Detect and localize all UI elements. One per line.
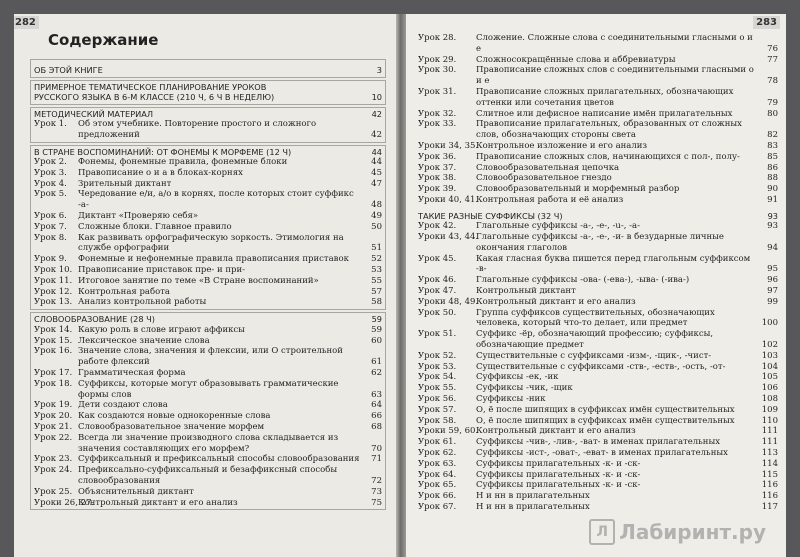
lesson-number: Урок 52. xyxy=(418,350,457,361)
lesson-number: Урок 2. xyxy=(34,157,67,168)
toc-entry xyxy=(34,336,382,347)
lesson-title: Контрольный диктант и его анализ xyxy=(476,426,636,437)
lesson-title: Суффиксы -чик, -щик xyxy=(476,383,573,394)
page-ref: 48 xyxy=(371,200,382,211)
lesson-number: Урок 63. xyxy=(418,458,457,469)
toc-entry xyxy=(418,459,778,470)
toc-entry xyxy=(34,411,382,422)
lesson-number: Урок 3. xyxy=(34,167,67,178)
toc-entry xyxy=(418,394,778,405)
page-ref: 59 xyxy=(371,314,382,325)
lesson-title: Контрольный диктант и его анализ xyxy=(476,296,636,307)
lesson-number: Урок 25. xyxy=(34,486,73,497)
lesson-number: Урок 57. xyxy=(418,404,457,415)
toc-entry xyxy=(418,437,778,448)
page-ref: 115 xyxy=(761,469,778,480)
lesson-title: Суффиксы, которые могут образовывать грамматические формы слов xyxy=(78,378,339,400)
page-ref: 59 xyxy=(371,324,382,335)
page-ref: 53 xyxy=(371,265,382,276)
lesson-title: Объяснительный диктант xyxy=(78,486,194,497)
lesson-number: Урок 51. xyxy=(418,329,457,340)
lesson-title: Префиксально-суффиксальный и безаффиксный способы словообразования xyxy=(78,465,338,486)
toc-entry xyxy=(418,362,778,373)
lesson-title: Суффиксальный и префиксальный способы словообразования xyxy=(78,454,360,465)
lesson-number: Урок 62. xyxy=(418,447,457,458)
page-ref: 108 xyxy=(761,394,778,404)
toc-entry xyxy=(418,184,778,195)
lesson-number: Урок 58. xyxy=(418,415,457,426)
lesson-title: Контрольный диктант xyxy=(476,286,576,297)
page-ref: 68 xyxy=(371,421,382,432)
lesson-title: Суффиксы прилагательных -к- и -ск- xyxy=(476,469,641,480)
page-ref: 109 xyxy=(761,404,778,415)
lesson-number: Урок 12. xyxy=(34,286,73,297)
page-ref: 44 xyxy=(371,157,382,168)
lesson-number: Урок 47. xyxy=(418,286,457,297)
lesson-number: Урок 32. xyxy=(418,108,457,119)
lesson-number: Урок 8. xyxy=(34,232,67,243)
toc-entry xyxy=(418,109,778,120)
lesson-title: Глагольные суффиксы -ова- (-ева-), -ыва- (-ива-) xyxy=(476,275,690,286)
lesson-title: Словообразовательное значение морфем xyxy=(78,421,265,432)
right-page xyxy=(406,14,786,557)
lesson-title: Суффиксы прилагательных -к- и -ск- xyxy=(476,458,641,469)
page-ref: 70 xyxy=(371,443,382,454)
method-frame xyxy=(30,107,386,143)
page-ref: 66 xyxy=(371,411,382,422)
page-ref: 73 xyxy=(371,486,382,497)
toc-entry xyxy=(34,119,382,141)
toc-section-memory xyxy=(34,147,382,158)
toc-entry xyxy=(34,276,382,287)
lesson-title: Диктант «Проверяю себя» xyxy=(78,211,199,222)
lesson-number: Урок 13. xyxy=(34,297,73,308)
book-spine xyxy=(396,14,406,557)
page-ref: 114 xyxy=(761,458,778,469)
lesson-title: Суффиксы прилагательных -к- и -ск- xyxy=(476,480,641,491)
lesson-number: Урок 65. xyxy=(418,480,457,491)
section1-frame xyxy=(30,145,386,311)
toc-entry xyxy=(418,195,778,206)
page-ref: 103 xyxy=(761,350,778,361)
lesson-number: Уроки 34, 35. xyxy=(418,140,479,151)
page-ref: 91 xyxy=(767,194,778,205)
toc-entry xyxy=(418,163,778,174)
page-ref: 45 xyxy=(371,167,382,178)
lesson-number: Урок 11. xyxy=(34,275,73,286)
lesson-number: Урок 46. xyxy=(418,275,457,286)
toc-entry xyxy=(418,480,778,491)
toc-entry xyxy=(418,275,778,286)
toc-entry xyxy=(418,351,778,362)
lesson-title: Н и нн в прилагательных xyxy=(476,501,590,512)
intro-frame xyxy=(30,59,386,78)
lesson-number: Урок 37. xyxy=(418,162,457,173)
toc-entry xyxy=(418,416,778,427)
lesson-number: Урок 4. xyxy=(34,178,67,189)
page-ref: 88 xyxy=(767,173,778,184)
lesson-number: Урок 5. xyxy=(34,189,67,200)
lesson-title: Итоговое занятие по теме «В Стране воспоминаний» xyxy=(78,275,319,286)
lesson-title: Н и нн в прилагательных xyxy=(476,491,590,502)
page-ref: 113 xyxy=(761,447,778,458)
watermark xyxy=(589,519,766,545)
section-title: СЛОВООБРАЗОВАНИЕ (28 Ч) xyxy=(34,314,155,325)
page-ref: 94 xyxy=(767,242,778,253)
lesson-number: Урок 38. xyxy=(418,173,457,184)
page-ref: 110 xyxy=(761,415,778,426)
toc-entry xyxy=(34,487,382,498)
lesson-title: Сложение. Сложные слова с соединительными гласными о и е xyxy=(476,33,753,54)
toc-entry xyxy=(418,119,778,141)
page-ref: 93 xyxy=(767,221,778,232)
toc-entry xyxy=(418,448,778,459)
page-ref: 80 xyxy=(767,108,778,119)
lesson-number: Урок 23. xyxy=(34,454,73,465)
lesson-number: Урок 21. xyxy=(34,421,73,432)
lesson-number: Урок 56. xyxy=(418,394,457,404)
page-title: Содержание xyxy=(48,31,159,49)
lesson-title: Правописание сложных слов с соединительными гласными о и е xyxy=(476,65,754,87)
toc-entry xyxy=(418,141,778,152)
toc-entry xyxy=(34,189,382,211)
lesson-title: Правописание прилагательных, образованных от сложных слов, обозначающих стороны света xyxy=(476,119,742,141)
page-ref: 100 xyxy=(761,318,778,329)
toc-entry xyxy=(34,287,382,298)
lesson-number: Урок 1. xyxy=(34,119,67,129)
toc-entry xyxy=(418,470,778,481)
toc-entry xyxy=(418,152,778,163)
toc-entry xyxy=(34,233,382,255)
page-ref: 117 xyxy=(761,501,778,512)
toc-entry xyxy=(418,173,778,184)
page-ref: 78 xyxy=(767,76,778,87)
lesson-title: Как развивать орфографическую зоркость. Этимология на службе орфографии xyxy=(78,232,344,254)
toc-section-suffixes xyxy=(418,211,778,222)
page-ref: 90 xyxy=(767,184,778,195)
lesson-number: Уроки 26, 27. xyxy=(34,497,95,508)
watermark-text: Лабиринт.ру xyxy=(619,520,766,544)
toc-entry xyxy=(418,329,778,351)
toc-section-planning xyxy=(34,82,382,103)
page-ref: 50 xyxy=(371,221,382,232)
lesson-number: Урок 33. xyxy=(418,119,457,130)
lesson-title: Группа суффиксов существительных, обозначающих человека, который что-то делает, или предмет xyxy=(476,307,715,329)
page-ref: 111 xyxy=(761,437,778,448)
toc-entry xyxy=(34,422,382,433)
lesson-title: Суффиксы -ист-, -оват-, -еват- в именах прилагательных xyxy=(476,447,728,458)
lesson-number: Урок 30. xyxy=(418,65,457,76)
lesson-title: Слитное или дефисное написание имён прилагательных xyxy=(476,108,733,119)
lesson-title: Всегда ли значение производного слова складывается из значения составляющих его морфем? xyxy=(78,432,339,454)
page-ref: 71 xyxy=(371,454,382,465)
lesson-title: Глагольные суффиксы -a-, -e-, -и- в безударные личные окончания глаголов xyxy=(476,232,724,253)
lesson-title: Об этом учебнике. Повторение простого и сложного предложений xyxy=(78,119,317,140)
toc-list xyxy=(34,325,382,509)
toc-entry xyxy=(34,400,382,411)
lesson-number: Урок 14. xyxy=(34,324,73,335)
lesson-title: Глагольные суффиксы -a-, -e-, -u-, -a- xyxy=(476,221,640,232)
page-ref: 104 xyxy=(761,361,778,372)
lesson-number: Урок 16. xyxy=(34,346,73,357)
toc-entry xyxy=(418,87,778,109)
toc-entry xyxy=(418,33,778,55)
toc-entry xyxy=(34,325,382,336)
page-ref: 95 xyxy=(767,264,778,275)
toc-list xyxy=(34,157,382,308)
page-ref: 10 xyxy=(371,92,382,102)
lesson-title: Суффиксы -ек, -ик xyxy=(476,372,559,383)
page-ref: 57 xyxy=(371,286,382,297)
lesson-number: Урок 9. xyxy=(34,254,67,265)
lesson-title: Сложные блоки. Главное правило xyxy=(78,221,232,232)
section-title: ТАКИЕ РАЗНЫЕ СУФФИКСЫ (32 Ч) xyxy=(418,210,563,221)
lesson-number: Урок 64. xyxy=(418,469,457,480)
page-ref: 105 xyxy=(761,372,778,383)
lesson-number: Урок 36. xyxy=(418,151,457,162)
lesson-title: Контрольное изложение и его анализ xyxy=(476,140,648,151)
lesson-title: Фонемы, фонемные правила, фонемные блоки xyxy=(78,157,288,168)
toc-entry xyxy=(34,157,382,168)
page-ref: 72 xyxy=(371,475,382,486)
lesson-title: Словообразовательный и морфемный разбор xyxy=(476,184,680,195)
page-ref: 61 xyxy=(371,357,382,368)
lesson-number: Урок 45. xyxy=(418,253,457,264)
lesson-title: Суффикс -ёр, обозначающий профессию; суффиксы, обозначающие предмет xyxy=(476,329,714,351)
lesson-number: Урок 15. xyxy=(34,335,73,346)
lesson-title: Суффиксы -чив-, -лив-, -ват- в именах прилагательных xyxy=(476,437,721,448)
lesson-number: Уроки 59, 60. xyxy=(418,426,479,437)
toc-list xyxy=(418,221,778,513)
toc-entry xyxy=(34,379,382,401)
toc-entry xyxy=(418,372,778,383)
section-title-cont: РУССКОГО ЯЗЫКА В 6-М КЛАССЕ (210 Ч, 6 Ч В НЕДЕЛЮ) xyxy=(34,92,275,102)
lesson-title: О, ё после шипящих в суффиксах имён существительных xyxy=(476,404,735,415)
page-ref: 76 xyxy=(767,43,778,54)
lesson-title: Грамматическая форма xyxy=(78,367,186,378)
lesson-title: Какая гласная буква пишется перед глагольным суффиксом -в- xyxy=(476,253,751,275)
lesson-number: Урок 42. xyxy=(418,221,457,232)
lesson-number: Урок 22. xyxy=(34,432,73,443)
lesson-title: Правописание приставок пре- и при- xyxy=(78,265,245,276)
toc-entry xyxy=(34,168,382,179)
page-ref: 62 xyxy=(371,367,382,378)
lesson-title: Дети создают слова xyxy=(78,400,168,411)
labirint-logo-icon: Л xyxy=(589,519,615,545)
page-ref: 60 xyxy=(371,335,382,346)
page-ref: 82 xyxy=(767,130,778,141)
section-title: ОБ ЭТОЙ КНИГЕ xyxy=(34,65,103,75)
toc-entry xyxy=(418,383,778,394)
page-number-left: 282 xyxy=(14,16,39,29)
page-ref: 51 xyxy=(371,243,382,254)
toc-entry xyxy=(34,254,382,265)
lesson-title: Анализ контрольной работы xyxy=(78,297,207,308)
page-ref: 47 xyxy=(371,178,382,189)
lesson-number: Урок 29. xyxy=(418,54,457,65)
page-ref: 85 xyxy=(767,151,778,162)
lesson-number: Урок 10. xyxy=(34,265,73,276)
lesson-title: Как создаются новые однокоренные слова xyxy=(78,411,271,422)
lesson-title: Какую роль в слове играют аффиксы xyxy=(78,324,245,335)
toc-section-wordformation xyxy=(34,314,382,325)
toc-entry xyxy=(34,346,382,368)
toc-entry xyxy=(34,265,382,276)
lesson-number: Урок 31. xyxy=(418,86,457,97)
page-ref: 77 xyxy=(767,54,778,65)
page-ref: 86 xyxy=(767,162,778,173)
lesson-number: Урок 66. xyxy=(418,491,457,502)
page-ref: 116 xyxy=(761,480,778,491)
page-ref: 116 xyxy=(761,491,778,502)
lesson-number: Урок 39. xyxy=(418,184,457,195)
toc-entry xyxy=(418,65,778,87)
lesson-title: Чередование е/и, а/о в корнях, после которых стоит суффикс -а- xyxy=(78,189,354,211)
lesson-title: Правописание сложных прилагательных, обозначающих оттенки или сочетания цветов xyxy=(476,86,734,108)
lesson-number: Урок 55. xyxy=(418,383,457,394)
toc-entry xyxy=(34,465,382,487)
toc-entry xyxy=(418,286,778,297)
lesson-title: О, ё после шипящих в суффиксах имён существительных xyxy=(476,415,735,426)
lesson-number: Урок 28. xyxy=(418,33,457,43)
page-ref: 83 xyxy=(767,140,778,151)
page-ref: 93 xyxy=(767,210,778,221)
page-ref: 97 xyxy=(767,286,778,297)
page-number-right: 283 xyxy=(753,16,780,29)
lesson-number: Урок 20. xyxy=(34,411,73,422)
section2-frame xyxy=(30,312,386,510)
page-ref: 106 xyxy=(761,383,778,394)
toc-entry xyxy=(34,179,382,190)
page-ref: 42 xyxy=(371,129,382,140)
toc-list xyxy=(418,33,778,206)
toc-entry xyxy=(418,405,778,416)
toc-entry xyxy=(34,454,382,465)
lesson-number: Уроки 40, 41. xyxy=(418,194,479,205)
lesson-title: Фонемные и нефонемные правила правописания приставок xyxy=(78,254,349,265)
toc-entry xyxy=(34,433,382,455)
lesson-number: Урок 18. xyxy=(34,378,73,389)
page-ref: 102 xyxy=(761,340,778,351)
lesson-number: Уроки 43, 44. xyxy=(418,232,479,243)
page-ref: 55 xyxy=(371,275,382,286)
toc-entry xyxy=(418,502,778,513)
toc-entry xyxy=(34,297,382,308)
page-ref: 3 xyxy=(376,65,382,75)
lesson-number: Уроки 48, 49. xyxy=(418,296,479,307)
page-ref: 52 xyxy=(371,254,382,265)
planning-frame xyxy=(30,80,386,105)
lesson-number: Урок 67. xyxy=(418,501,457,512)
page-ref: 44 xyxy=(371,146,382,157)
section-title: ПРИМЕРНОЕ ТЕМАТИЧЕСКОЕ ПЛАНИРОВАНИЕ УРОКОВ xyxy=(34,81,267,92)
lesson-number: Урок 6. xyxy=(34,211,67,222)
lesson-title: Сложносокращённые слова и аббревиатуры xyxy=(476,54,676,65)
toc-entry xyxy=(418,232,778,254)
lesson-title: Правописание сложных слов, начинающихся с пол-, полу- xyxy=(476,151,740,162)
lesson-title: Правописание о и а в блоках-корнях xyxy=(78,167,243,178)
lesson-title: Контрольная работа xyxy=(78,286,170,297)
lesson-title: Существительные с суффиксами -изм-, -щик-, -чист- xyxy=(476,350,712,361)
toc-entry xyxy=(418,55,778,66)
lesson-title: Существительные с суффиксами -ств-, -еств-, -ость, -от- xyxy=(476,361,726,372)
left-page xyxy=(14,14,396,557)
lesson-number: Урок 53. xyxy=(418,361,457,372)
lesson-title: Словообразовательное гнездо xyxy=(476,173,612,184)
toc-entry xyxy=(418,426,778,437)
toc-entry xyxy=(418,308,778,330)
lesson-number: Урок 61. xyxy=(418,437,457,448)
lesson-title: Зрительный диктант xyxy=(78,178,172,189)
lesson-number: Урок 50. xyxy=(418,307,457,318)
page-ref: 79 xyxy=(767,97,778,108)
toc-section-about xyxy=(34,65,382,76)
toc-entry xyxy=(418,297,778,308)
lesson-title: Контрольный диктант и его анализ xyxy=(78,497,238,508)
lesson-title: Лексическое значение слова xyxy=(78,335,210,346)
toc-entry xyxy=(34,211,382,222)
page-ref: 96 xyxy=(767,275,778,286)
toc-entry xyxy=(418,254,778,276)
page-ref: 99 xyxy=(767,296,778,307)
lesson-number: Урок 24. xyxy=(34,465,73,476)
lesson-number: Урок 7. xyxy=(34,221,67,232)
toc-section-method xyxy=(34,109,382,120)
page-ref: 63 xyxy=(371,389,382,400)
section-title: В СТРАНЕ ВОСПОМИНАНИЙ: ОТ ФОНЕМЫ К МОРФЕМЕ (12 Ч) xyxy=(34,146,292,157)
toc-entry xyxy=(418,491,778,502)
section-title: МЕТОДИЧЕСКИЙ МАТЕРИАЛ xyxy=(34,108,154,119)
lesson-title: Словообразовательная цепочка xyxy=(476,162,620,173)
page-ref: 49 xyxy=(371,211,382,222)
lesson-title: Суффиксы -ник xyxy=(476,394,546,404)
lesson-number: Урок 19. xyxy=(34,400,73,411)
toc-entry xyxy=(34,498,382,509)
lesson-title: Контрольная работа и её анализ xyxy=(476,194,624,205)
page-ref: 111 xyxy=(761,426,778,437)
lesson-number: Урок 54. xyxy=(418,372,457,383)
page-ref: 58 xyxy=(371,297,382,308)
toc-list xyxy=(34,119,382,141)
toc-entry xyxy=(34,368,382,379)
page-ref: 42 xyxy=(371,108,382,119)
lesson-title: Значение слова, значения и флексии, или О строительной работе флексий xyxy=(78,346,343,368)
page-ref: 75 xyxy=(371,497,382,508)
lesson-number: Урок 17. xyxy=(34,367,73,378)
toc-entry xyxy=(34,222,382,233)
page-ref: 64 xyxy=(371,400,382,411)
toc-entry xyxy=(418,221,778,232)
